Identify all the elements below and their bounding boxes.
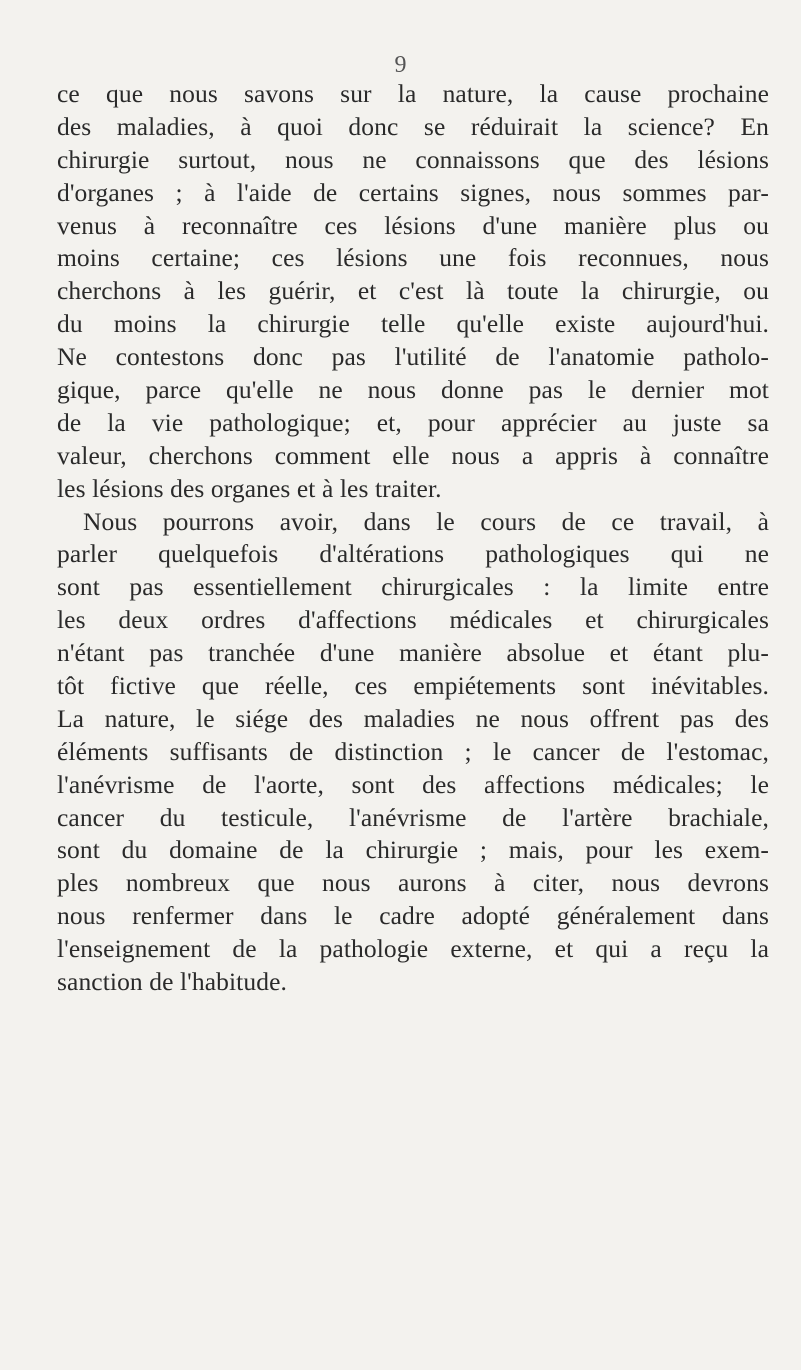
text-line: n'étant pas tranchée d'une manière absolue et étant plu- (57, 638, 769, 668)
text-line: Ne contestons donc pas l'utilité de l'anatomie patholo- (57, 342, 769, 372)
text-line: nous renfermer dans le cadre adopté généralement dans (57, 901, 769, 931)
text-line: moins certaine; ces lésions une fois reconnues, nous (57, 243, 769, 273)
text-line: l'enseignement de la pathologie externe, et qui a reçu la (57, 934, 769, 964)
text-line: sont pas essentiellement chirurgicales : la limite entre (57, 572, 769, 602)
page-number: 9 (394, 52, 407, 78)
text-line: du moins la chirurgie telle qu'elle existe aujourd'hui. (57, 309, 769, 339)
text-line: venus à reconnaître ces lésions d'une manière plus ou (57, 210, 769, 240)
paragraph-2 (57, 506, 769, 999)
text-line: La nature, le siége des maladies ne nous offrent pas des (57, 703, 769, 733)
text-line: cherchons à les guérir, et c'est là toute la chirurgie, ou (57, 276, 769, 306)
text-line: de la vie pathologique; et, pour apprécier au juste sa (57, 407, 769, 437)
paragraph-1 (57, 78, 769, 506)
text-line: éléments suffisants de distinction ; le cancer de l'estomac, (57, 736, 769, 766)
text-line: ce que nous savons sur la nature, la cause prochaine (57, 79, 769, 108)
text-line: parler quelquefois d'altérations pathologiques qui ne (57, 539, 769, 569)
text-line: cancer du testicule, l'anévrisme de l'artère brachiale, (57, 802, 769, 832)
text-line: d'organes ; à l'aide de certains signes, nous sommes par- (57, 177, 769, 207)
text-line: les lésions des organes et à les traiter. (57, 473, 442, 503)
text-line: les deux ordres d'affections médicales et chirurgicales (57, 605, 769, 635)
text-line: tôt fictive que réelle, ces empiétements sont inévitables. (57, 671, 769, 701)
text-line: Nous pourrons avoir, dans le cours de ce travail, à (83, 506, 769, 536)
text-line: valeur, cherchons comment elle nous a appris à connaître (57, 440, 769, 470)
text-line: chirurgie surtout, nous ne connaissons que des lésions (57, 144, 769, 174)
text-line: sanction de l'habitude. (57, 967, 287, 997)
body-text (57, 78, 769, 999)
text-line: des maladies, à quoi donc se réduirait la science? En (57, 111, 769, 141)
text-line: l'anévrisme de l'aorte, sont des affections médicales; le (57, 769, 769, 799)
text-line: gique, parce qu'elle ne nous donne pas le dernier mot (57, 375, 769, 405)
text-line: sont du domaine de la chirurgie ; mais, pour les exem- (57, 835, 769, 865)
text-line: ples nombreux que nous aurons à citer, nous devrons (57, 868, 769, 898)
